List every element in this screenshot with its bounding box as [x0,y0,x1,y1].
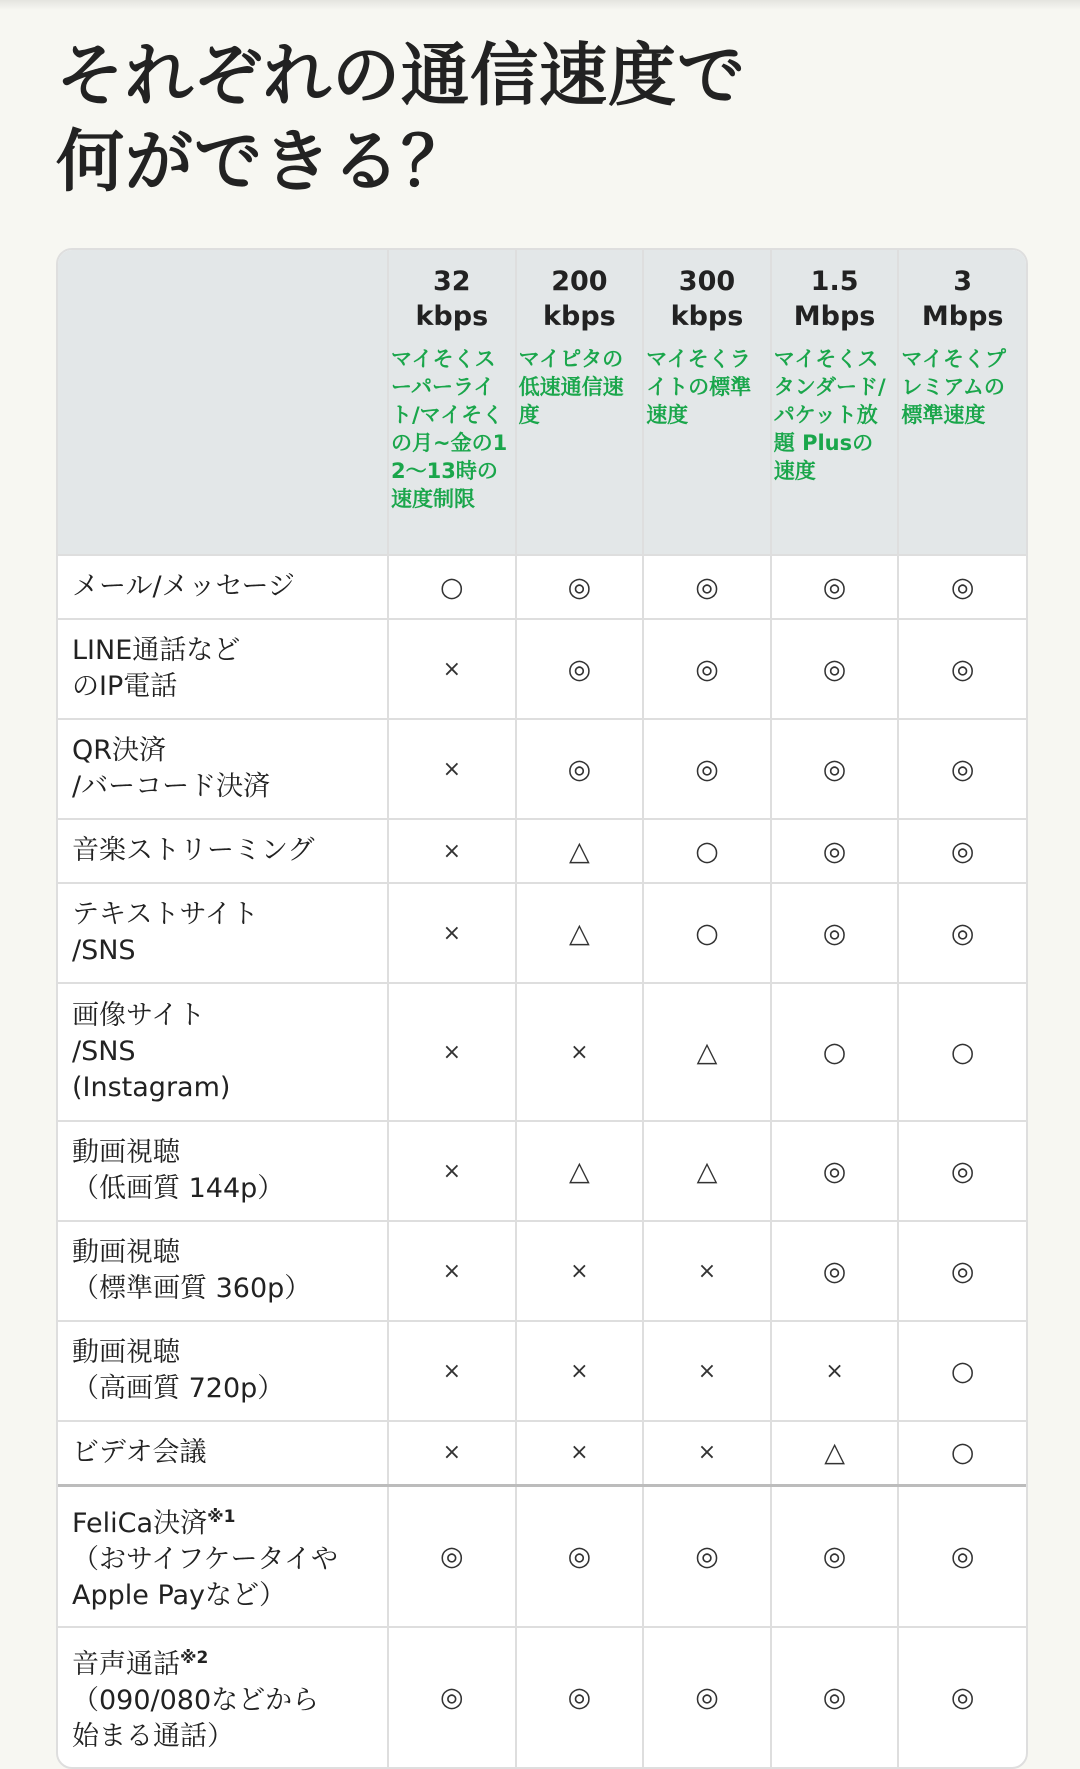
rating-mark: ◎ [771,555,899,619]
rating-mark: ◎ [771,1627,899,1767]
rating-mark: ◎ [771,1485,899,1627]
feature-label-line [72,1335,375,1371]
rating-mark: ○ [771,983,899,1121]
feature-label [58,883,388,983]
rating-mark: × [643,1221,771,1321]
footnote-marker: ※1 [207,1506,236,1527]
feature-label [58,1485,388,1627]
rating-mark: ◎ [898,819,1026,883]
speed-unit: kbps [670,301,744,332]
feature-label [58,1421,388,1485]
rating-mark: ◎ [643,719,771,819]
table-row [58,1485,1026,1627]
rating-mark: ◎ [388,1627,516,1767]
feature-label [58,1121,388,1221]
rating-mark: ◎ [898,883,1026,983]
feature-label-line [72,669,375,705]
rating-mark: ◎ [516,719,644,819]
page-title-line2: 何ができる？ [56,123,471,202]
feature-label-text: QR決済 [72,735,167,766]
table-row [58,1627,1026,1767]
feature-label-line [72,1683,375,1719]
rating-mark: × [388,1121,516,1221]
speed-value: 3 [953,266,973,297]
feature-label-text: /SNS [72,1036,136,1067]
table-row [58,983,1026,1121]
header-corner-cell [58,250,388,555]
feature-label-text: （高画質 720p） [72,1373,285,1404]
speed-label [772,264,898,334]
rating-mark: ◎ [771,883,899,983]
speed-label [517,264,643,334]
rating-mark: ◎ [898,1121,1026,1221]
table-row [58,1221,1026,1321]
speed-label [644,264,770,334]
feature-label-text: メール/メッセージ [72,571,295,602]
feature-label-line [72,769,375,805]
plan-note: マイそくスーパーライト/マイそくの月~金の12〜13時の速度制限 [391,347,508,511]
table-row [58,1321,1026,1421]
plan-note: マイピタの低速通信速度 [518,347,624,427]
feature-label-line [72,1271,375,1307]
feature-label-line [72,1171,375,1207]
rating-mark: × [388,719,516,819]
table-row [58,1421,1026,1485]
rating-mark: ○ [898,1321,1026,1421]
rating-mark: ◎ [771,819,899,883]
speed-column-header [643,250,771,555]
speed-value: 300 [678,266,736,297]
speed-value: 1.5 [810,266,859,297]
rating-mark: ◎ [516,619,644,719]
speed-unit: kbps [415,301,489,332]
rating-mark: ◎ [516,1485,644,1627]
rating-mark: × [643,1321,771,1421]
speed-label [389,264,515,334]
rating-mark: × [516,1221,644,1321]
rating-mark: ○ [643,883,771,983]
rating-mark: × [643,1421,771,1485]
rating-mark: ◎ [643,619,771,719]
speed-column-header [898,250,1026,555]
feature-label-text: テキストサイト [72,899,259,930]
feature-label-line [72,1235,375,1271]
rating-mark: ◎ [643,1485,771,1627]
feature-label-text: LINE通話など [72,635,241,666]
rating-mark: △ [643,1121,771,1221]
feature-label-line [72,1135,375,1171]
page-title-line1: それぞれの通信速度で [56,37,747,116]
feature-label [58,1221,388,1321]
speed-comparison-table [56,248,1028,1769]
feature-label-line [72,933,375,969]
rating-mark: ◎ [388,1485,516,1627]
rating-mark: × [388,1421,516,1485]
feature-label-line [72,833,375,869]
feature-label-line [72,569,375,605]
feature-label-line [72,1640,375,1683]
feature-label-text: 動画視聴 [72,1237,180,1268]
feature-label-line [72,897,375,933]
feature-label-text: 音声通話 [72,1648,180,1680]
feature-label-text: /バーコード決済 [72,771,271,802]
rating-mark: × [388,819,516,883]
feature-label-text: （090/080などから [72,1684,320,1716]
feature-label-line [72,1070,375,1106]
feature-label-text: (Instagram) [72,1072,231,1103]
feature-label-line [72,1542,375,1578]
feature-label-text: （低画質 144p） [72,1173,285,1204]
rating-mark: ○ [643,819,771,883]
speed-label [899,264,1026,334]
rating-mark: ◎ [771,1221,899,1321]
feature-label-line [72,1719,375,1755]
plan-note: マイそくスタンダード/パケット放題 Plusの速度 [773,347,886,483]
rating-mark: × [516,983,644,1121]
feature-label-line [72,633,375,669]
rating-mark: × [516,1421,644,1485]
feature-label-line [72,1435,375,1471]
rating-mark: ◎ [898,1221,1026,1321]
rating-mark: ◎ [898,555,1026,619]
table-row [58,819,1026,883]
top-shadow [0,0,1080,10]
feature-label-text: （おサイフケータイや [72,1543,338,1575]
feature-label-text: /SNS [72,935,136,966]
speed-value: 32 [433,266,471,297]
rating-mark: ◎ [643,1627,771,1767]
table-row [58,719,1026,819]
table-row [58,619,1026,719]
rating-mark: ◎ [516,1627,644,1767]
rating-mark: ◎ [643,555,771,619]
rating-mark: × [771,1321,899,1421]
table-row [58,1121,1026,1221]
rating-mark: × [388,1321,516,1421]
table-row [58,555,1026,619]
rating-mark: × [388,1221,516,1321]
table-body [58,555,1026,1767]
speed-column-header [771,250,899,555]
feature-label-text: （標準画質 360p） [72,1273,312,1304]
feature-label [58,1321,388,1421]
speed-unit: Mbps [793,301,876,332]
feature-label [58,983,388,1121]
feature-label-text: 動画視聴 [72,1137,180,1168]
rating-mark: ◎ [771,1121,899,1221]
rating-mark: △ [516,819,644,883]
page-title [56,34,746,206]
rating-mark: △ [516,883,644,983]
feature-label [58,555,388,619]
speed-unit: Mbps [921,301,1004,332]
feature-label [58,1627,388,1767]
rating-mark: ◎ [771,719,899,819]
rating-mark: ◎ [898,1485,1026,1627]
feature-label-text: ビデオ会議 [72,1436,207,1468]
speed-unit: kbps [543,301,616,332]
feature-label-line [72,1034,375,1070]
feature-label-text: 動画視聴 [72,1337,180,1368]
feature-label-line [72,998,375,1034]
feature-label-line [72,733,375,769]
rating-mark: ○ [388,555,516,619]
rating-mark: ○ [898,983,1026,1121]
footnote-marker: ※2 [180,1647,209,1668]
feature-label-text: Apple Payなど） [72,1579,287,1611]
feature-label-line [72,1371,375,1407]
feature-label-text: のIP電話 [72,671,178,702]
rating-mark: △ [516,1121,644,1221]
rating-mark: △ [643,983,771,1121]
rating-mark: △ [771,1421,899,1485]
rating-mark: ◎ [898,619,1026,719]
table-header-row [58,250,1026,555]
rating-mark: × [388,619,516,719]
feature-label [58,619,388,719]
rating-mark: × [388,983,516,1121]
rating-mark: ○ [898,1421,1026,1485]
speed-column-header [516,250,644,555]
rating-mark: × [516,1321,644,1421]
rating-mark: ◎ [898,1627,1026,1767]
rating-mark: ◎ [771,619,899,719]
feature-label-text: 音楽ストリーミング [72,835,315,866]
speed-value: 200 [551,266,608,297]
plan-note: マイそくライトの標準速度 [646,347,752,427]
plan-note: マイそくプレミアムの標準速度 [901,347,1006,427]
speed-column-header [388,250,516,555]
rating-mark: ◎ [516,555,644,619]
feature-label-text: FeliCa決済 [72,1507,208,1539]
feature-label-text: 画像サイト [72,1000,206,1031]
feature-label-text: 始まる通話） [72,1720,234,1752]
rating-mark: ◎ [898,719,1026,819]
rating-mark: × [388,883,516,983]
feature-label-line [72,1499,375,1542]
table-row [58,883,1026,983]
feature-label [58,819,388,883]
feature-label-line [72,1578,375,1614]
feature-label [58,719,388,819]
